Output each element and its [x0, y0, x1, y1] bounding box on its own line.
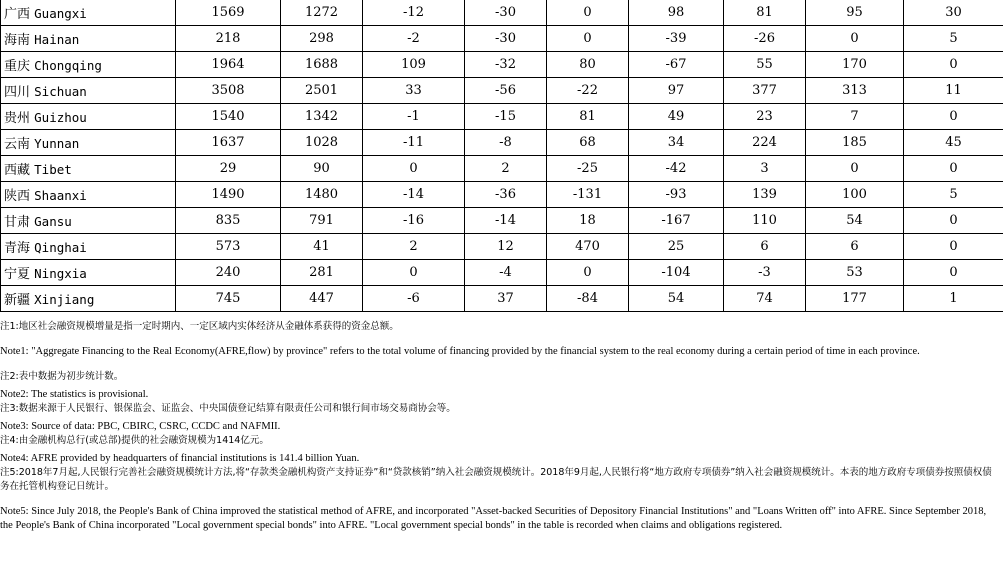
value-cell: 1688 [281, 52, 363, 78]
value-cell: -30 [465, 26, 547, 52]
region-name-cn: 宁夏 [4, 267, 31, 282]
value-cell: 0 [904, 208, 1003, 234]
table-body [1, 0, 1003, 312]
value-cell: 30 [904, 0, 1003, 26]
value-cell: 109 [363, 52, 465, 78]
value-cell: 74 [724, 286, 806, 312]
region-cell [1, 234, 176, 260]
value-cell: 45 [904, 130, 1003, 156]
region-name-cn: 贵州 [4, 111, 31, 126]
value-cell: 1 [904, 286, 1003, 312]
region-cell [1, 26, 176, 52]
region-cell [1, 0, 176, 26]
value-cell: 447 [281, 286, 363, 312]
value-cell: -2 [363, 26, 465, 52]
value-cell: -8 [465, 130, 547, 156]
value-cell: 0 [363, 260, 465, 286]
region-name-en: Guizhou [34, 110, 87, 125]
note3-en: Note3: Source of data: PBC, CBIRC, CSRC, CCDC and NAFMII. [0, 421, 281, 432]
region-name-cn: 海南 [4, 33, 31, 48]
value-cell: 185 [806, 130, 904, 156]
table-row [1, 156, 1003, 182]
value-cell: 80 [547, 52, 629, 78]
value-cell: 90 [281, 156, 363, 182]
region-name-en: Ningxia [34, 266, 87, 281]
value-cell: -56 [465, 78, 547, 104]
value-cell: 54 [806, 208, 904, 234]
value-cell: -4 [465, 260, 547, 286]
region-name-en: Guangxi [34, 6, 87, 21]
value-cell: -26 [724, 26, 806, 52]
region-name-cn: 新疆 [4, 293, 31, 308]
table-row [1, 286, 1003, 312]
table-row [1, 130, 1003, 156]
value-cell: 97 [629, 78, 724, 104]
region-cell [1, 156, 176, 182]
value-cell: 1637 [176, 130, 281, 156]
note5-cn: 注5:2018年7月起,人民银行完善社会融资规模统计方法,将“存款类金融机构资产支持证券”和“贷款核销”纳入社会融资规模统计。2018年9月起,人民银行将“地方政府专项债券”纳入社会融资规模统计。本表的地方政府专项债券按照债权债务在托管机构登记日统计。 [0, 467, 992, 492]
value-cell: 1540 [176, 104, 281, 130]
value-cell: 745 [176, 286, 281, 312]
value-cell: 0 [806, 26, 904, 52]
value-cell: -36 [465, 182, 547, 208]
value-cell: -14 [465, 208, 547, 234]
value-cell: 18 [547, 208, 629, 234]
region-name-cn: 重庆 [4, 59, 31, 74]
value-cell: 6 [806, 234, 904, 260]
region-name-cn: 甘肃 [4, 215, 31, 230]
region-cell [1, 78, 176, 104]
value-cell: -11 [363, 130, 465, 156]
note5-en: Note5: Since July 2018, the People's Bank of China improved the statistical method of AFRE, and incorporated "Asset-backed Securities of Depository Financial Institutions" and "Loans Written off" into AFRE. Since September 2018, the People's Bank of China incorporated "Local government special bonds" into AFRE. "Local government special bonds" in the table is recorded when claims and obligations registered. [0, 506, 987, 531]
region-name-en: Shaanxi [34, 188, 87, 203]
region-cell [1, 130, 176, 156]
value-cell: 0 [904, 52, 1003, 78]
table-row [1, 182, 1003, 208]
region-name-en: Gansu [34, 214, 72, 229]
value-cell: 240 [176, 260, 281, 286]
value-cell: 573 [176, 234, 281, 260]
value-cell: 0 [363, 156, 465, 182]
region-cell [1, 286, 176, 312]
value-cell: 81 [547, 104, 629, 130]
value-cell: 33 [363, 78, 465, 104]
value-cell: -1 [363, 104, 465, 130]
value-cell: 29 [176, 156, 281, 182]
value-cell: -104 [629, 260, 724, 286]
note3-cn: 注3:数据来源于人民银行、银保监会、证监会、中央国债登记结算有限责任公司和银行间市场交易商协会等。 [0, 403, 456, 414]
value-cell: -32 [465, 52, 547, 78]
value-cell: -22 [547, 78, 629, 104]
region-name-en: Qinghai [34, 240, 87, 255]
value-cell: 218 [176, 26, 281, 52]
region-name-en: Xinjiang [34, 292, 95, 307]
value-cell: 470 [547, 234, 629, 260]
value-cell: 81 [724, 0, 806, 26]
value-cell: 0 [806, 156, 904, 182]
table-row [1, 26, 1003, 52]
value-cell: 1342 [281, 104, 363, 130]
value-cell: 5 [904, 182, 1003, 208]
value-cell: 177 [806, 286, 904, 312]
value-cell: -167 [629, 208, 724, 234]
region-name-cn: 西藏 [4, 163, 31, 178]
value-cell: 0 [547, 0, 629, 26]
value-cell: -67 [629, 52, 724, 78]
value-cell: -42 [629, 156, 724, 182]
value-cell: 298 [281, 26, 363, 52]
value-cell: 170 [806, 52, 904, 78]
value-cell: 55 [724, 52, 806, 78]
value-cell: 12 [465, 234, 547, 260]
value-cell: 5 [904, 26, 1003, 52]
note2-cn: 注2:表中数据为初步统计数。 [0, 371, 124, 382]
value-cell: 98 [629, 0, 724, 26]
value-cell: 95 [806, 0, 904, 26]
region-name-cn: 四川 [4, 85, 31, 100]
value-cell: 0 [547, 26, 629, 52]
region-name-en: Hainan [34, 32, 80, 47]
value-cell: -84 [547, 286, 629, 312]
table-row [1, 234, 1003, 260]
value-cell: 11 [904, 78, 1003, 104]
value-cell: 37 [465, 286, 547, 312]
value-cell: 3 [724, 156, 806, 182]
region-cell [1, 182, 176, 208]
value-cell: 54 [629, 286, 724, 312]
region-name-en: Chongqing [34, 58, 102, 73]
table-row [1, 104, 1003, 130]
region-name-cn: 广西 [4, 7, 31, 22]
region-name-en: Tibet [34, 162, 72, 177]
value-cell: 224 [724, 130, 806, 156]
value-cell: -16 [363, 208, 465, 234]
value-cell: 0 [547, 260, 629, 286]
value-cell: 139 [724, 182, 806, 208]
value-cell: 1569 [176, 0, 281, 26]
value-cell: -6 [363, 286, 465, 312]
value-cell: 0 [904, 104, 1003, 130]
value-cell: -12 [363, 0, 465, 26]
value-cell: 0 [904, 260, 1003, 286]
value-cell: 68 [547, 130, 629, 156]
value-cell: -39 [629, 26, 724, 52]
value-cell: 23 [724, 104, 806, 130]
value-cell: 2 [363, 234, 465, 260]
value-cell: -3 [724, 260, 806, 286]
value-cell: 110 [724, 208, 806, 234]
value-cell: -15 [465, 104, 547, 130]
value-cell: 0 [904, 234, 1003, 260]
note1-en: Note1: "Aggregate Financing to the Real Economy(AFRE,flow) by province" refers to the total volume of financing provided by the financial system to the real economy during a certain period of time in each province. [0, 346, 920, 357]
value-cell: -25 [547, 156, 629, 182]
value-cell: 1028 [281, 130, 363, 156]
table-row [1, 78, 1003, 104]
note1-cn: 注1:地区社会融资规模增量是指一定时期内、一定区域内实体经济从金融体系获得的资金总额。 [0, 321, 399, 332]
table-row [1, 0, 1003, 26]
table-row [1, 52, 1003, 78]
region-cell [1, 208, 176, 234]
region-name-cn: 陕西 [4, 189, 31, 204]
region-name-cn: 青海 [4, 241, 31, 256]
region-name-en: Yunnan [34, 136, 80, 151]
region-name-cn: 云南 [4, 137, 31, 152]
note4-cn: 注4:由金融机构总行(或总部)提供的社会融资规模为1414亿元。 [0, 435, 269, 446]
value-cell: 41 [281, 234, 363, 260]
notes-section [0, 320, 1000, 533]
value-cell: -131 [547, 182, 629, 208]
region-cell [1, 104, 176, 130]
value-cell: 1490 [176, 182, 281, 208]
value-cell: 281 [281, 260, 363, 286]
value-cell: 1964 [176, 52, 281, 78]
value-cell: 1480 [281, 182, 363, 208]
value-cell: 25 [629, 234, 724, 260]
value-cell: 100 [806, 182, 904, 208]
region-name-en: Sichuan [34, 84, 87, 99]
value-cell: 49 [629, 104, 724, 130]
value-cell: -93 [629, 182, 724, 208]
table-row [1, 208, 1003, 234]
note2-en: Note2: The statistics is provisional. [0, 389, 149, 400]
value-cell: 835 [176, 208, 281, 234]
region-cell [1, 52, 176, 78]
value-cell: 377 [724, 78, 806, 104]
value-cell: 2 [465, 156, 547, 182]
value-cell: 2501 [281, 78, 363, 104]
value-cell: 3508 [176, 78, 281, 104]
note4-en: Note4: AFRE provided by headquarters of financial institutions is 141.4 billion Yuan. [0, 453, 360, 464]
value-cell: 1272 [281, 0, 363, 26]
table-row [1, 260, 1003, 286]
value-cell: 0 [904, 156, 1003, 182]
value-cell: -14 [363, 182, 465, 208]
value-cell: 313 [806, 78, 904, 104]
region-cell [1, 260, 176, 286]
value-cell: -30 [465, 0, 547, 26]
value-cell: 53 [806, 260, 904, 286]
value-cell: 7 [806, 104, 904, 130]
value-cell: 34 [629, 130, 724, 156]
value-cell: 6 [724, 234, 806, 260]
value-cell: 791 [281, 208, 363, 234]
